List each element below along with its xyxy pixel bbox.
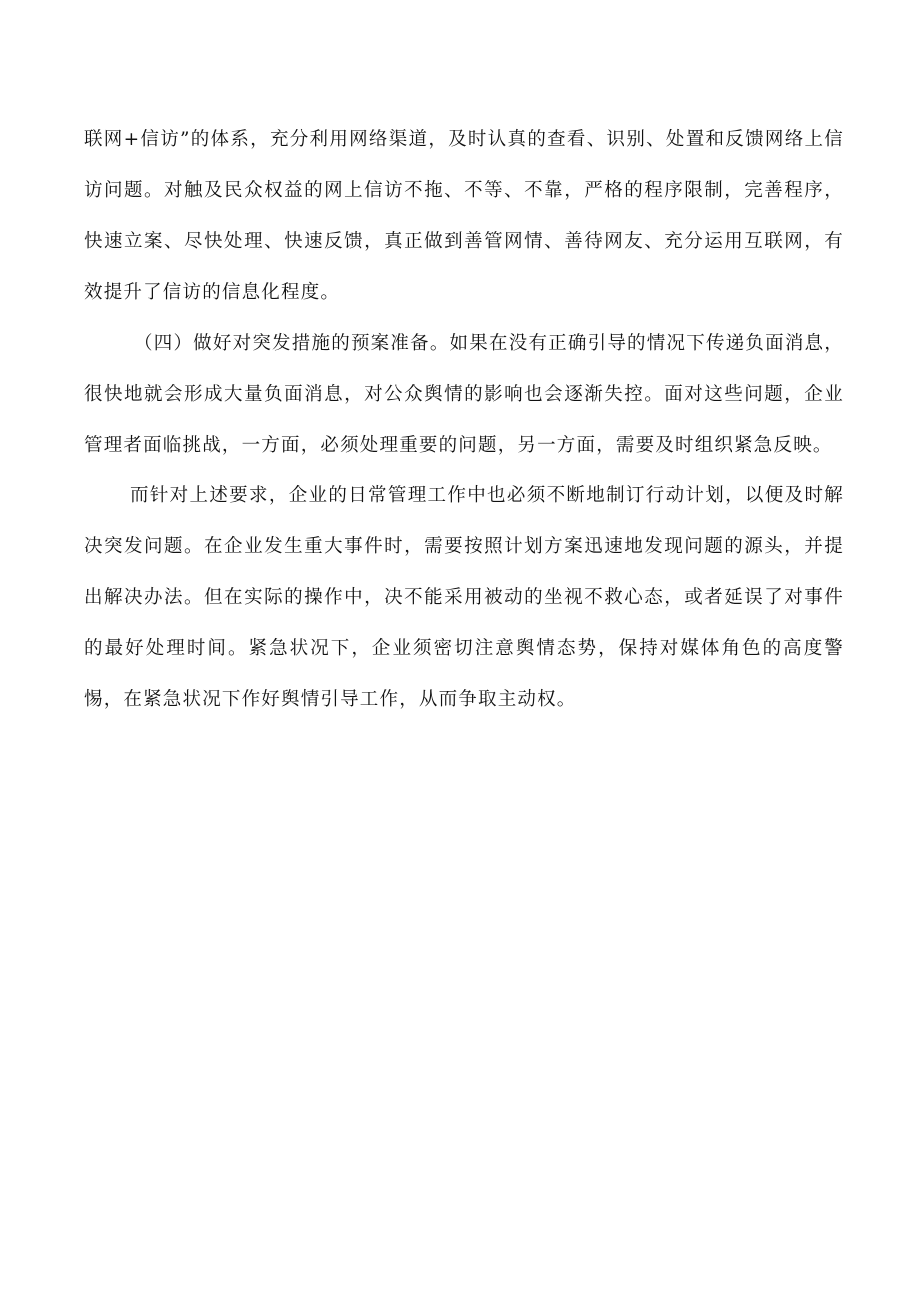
body-paragraph-1: 联网+信访”的体系，充分利用网络渠道，及时认真的查看、识别、处置和反馈网络上信访问题。对触及民众权益的网上信访不拖、不等、不靠，严格的程序限制，完善程序，快速立案、尽快处理、快速反馈，真正做到善管网情、善待网友、充分运用互联网，有效提升了信访的信息化程度。	[84, 129, 844, 303]
body-paragraph-2: （四）做好对突发措施的预案准备。如果在没有正确引导的情况下传递负面消息，很快地就会形成大量负面消息，对公众舆情的影响也会逐渐失控。面对这些问题，企业管理者面临挑战，一方面，必须处理重要的问题，另一方面，需要及时组织紧急反映。	[84, 333, 844, 456]
body-paragraph-3: 而针对上述要求，企业的日常管理工作中也必须不断地制订行动计划，以便及时解决突发问题。在企业发生重大事件时，需要按照计划方案迅速地发现问题的源头，并提出解决办法。但在实际的操作中，决不能采用被动的坐视不救心态，或者延误了对事件的最好处理时间。紧急状况下，企业须密切注意舆情态势，保持对媒体角色的高度警惕，在紧急状况下作好舆情引导工作，从而争取主动权。	[84, 485, 844, 710]
